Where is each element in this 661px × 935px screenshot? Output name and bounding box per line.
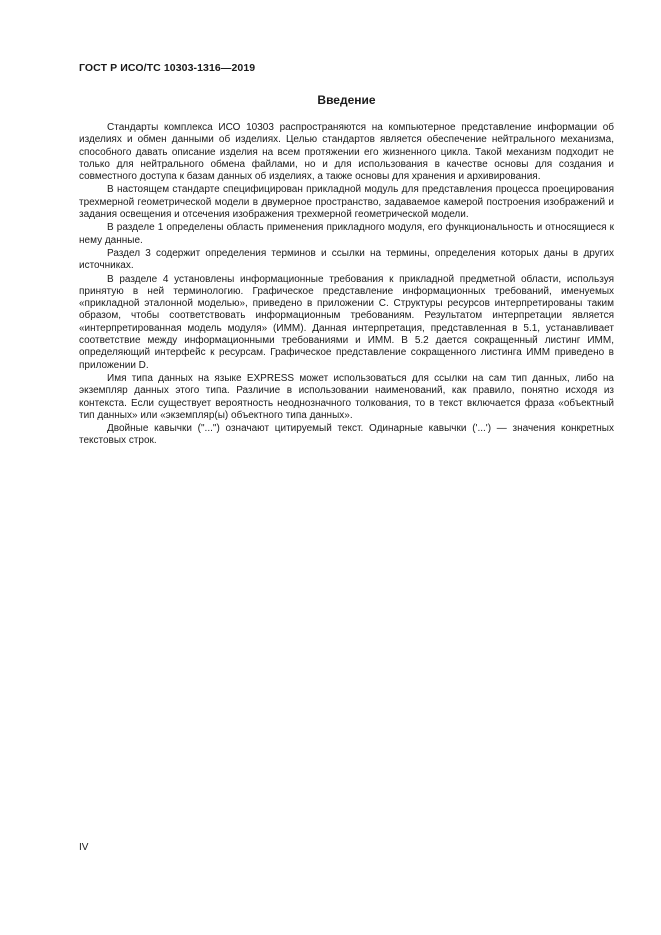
paragraph-quotes: Двойные кавычки ("...") означают цитируемый текст. Одинарные кавычки ('...') — значения конкретных текстовых строк. <box>79 423 614 447</box>
paragraph-standards-series: Стандарты комплекса ИСО 10303 распространяются на компьютерное представление информации об изделиях и обмен данными об изделиях. Целью стандартов является обеспечение нейтрального механизма, способного давать описание изделия на всем протяжении его жизненного цикла. Такой механизм подходит не только для нейтрального обмена файлами, но и для использования в качестве основы для создания и совместного доступа к базам данных об изделиях, а также основы для хранения и архивирования. <box>79 122 614 183</box>
section-title: Введение <box>317 93 376 107</box>
page-number: IV <box>79 842 89 853</box>
paragraph-section-3: Раздел 3 содержит определения терминов и ссылки на термины, определения которых даны в других источниках. <box>79 247 614 272</box>
paragraph-module-scope: В настоящем стандарте специфицирован прикладной модуль для представления процесса проецирования трехмерной геометрической модели в двумерное пространство, задаваемое камерой построения изображений и задания освещения и отсечения изображения трехмерной геометрической модели. <box>79 184 614 221</box>
introduction-body <box>79 122 614 449</box>
document-code-header: ГОСТ Р ИСО/ТС 10303-1316—2019 <box>79 62 256 74</box>
paragraph-express-types: Имя типа данных на языке EXPRESS может использоваться для ссылки на сам тип данных, либо на экземпляр данных этого типа. Различие в использовании наименований, как правило, понятно исходя из контекста. Если существует вероятность неоднозначного толкования, то в текст включается фраза «объектный тип данных» или «экземпляр(ы) объектного типа данных». <box>79 372 614 421</box>
paragraph-section-4: В разделе 4 установлены информационные требования к прикладной предметной области, используя принятую в ней терминологию. Графическое представление информационных требований, именуемых «прикладной эталонной моделью», приведено в приложении С. Структуры ресурсов интерпретированы таким образом, чтобы соответствовать информационным требованиям. Результатом интерпретации является «интерпретированная модель модуля» (ИММ). Данная интерпретация, представленная в 5.1, устанавливает соответствие между информационными требованиями и ИММ. В 5.2 дается сокращенный листинг ИММ, определяющий интерфейс к ресурсам. Графическое представление сокращенного листинга ИММ приведено в приложении D. <box>79 273 614 371</box>
paragraph-section-1: В разделе 1 определены область применения прикладного модуля, его функциональность и относящиеся к нему данные. <box>79 222 614 246</box>
